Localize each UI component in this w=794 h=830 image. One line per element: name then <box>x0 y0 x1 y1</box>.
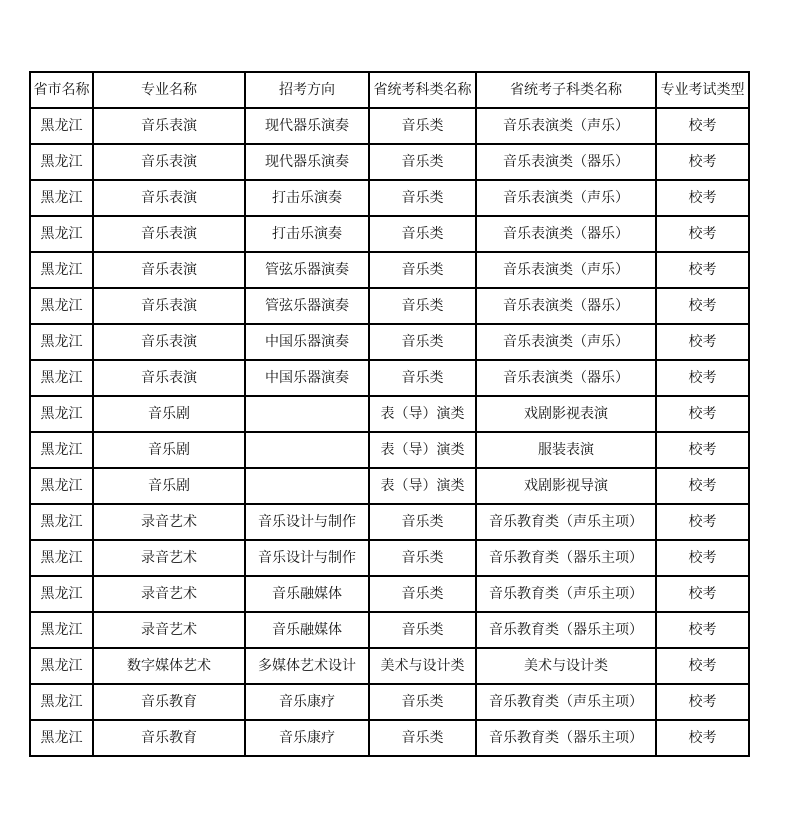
cell-exam-type: 校考 <box>656 504 749 540</box>
cell-exam-subcategory: 音乐表演类（声乐） <box>476 252 656 288</box>
cell-direction: 管弦乐器演奏 <box>245 252 369 288</box>
cell-exam-subcategory: 音乐表演类（声乐） <box>476 180 656 216</box>
cell-exam-type: 校考 <box>656 252 749 288</box>
cell-direction <box>245 396 369 432</box>
cell-exam-type: 校考 <box>656 396 749 432</box>
cell-direction: 中国乐器演奏 <box>245 360 369 396</box>
cell-exam-type: 校考 <box>656 288 749 324</box>
table-row <box>30 432 749 468</box>
table-row <box>30 216 749 252</box>
header-province: 省市名称 <box>30 72 93 108</box>
cell-major: 音乐剧 <box>93 432 245 468</box>
cell-exam-subcategory: 音乐表演类（器乐） <box>476 288 656 324</box>
cell-exam-type: 校考 <box>656 324 749 360</box>
cell-exam-category: 音乐类 <box>369 324 476 360</box>
cell-major: 录音艺术 <box>93 576 245 612</box>
header-exam-category: 省统考科类名称 <box>369 72 476 108</box>
cell-exam-subcategory: 音乐表演类（器乐） <box>476 360 656 396</box>
cell-province: 黑龙江 <box>30 144 93 180</box>
cell-exam-subcategory: 音乐表演类（声乐） <box>476 108 656 144</box>
cell-direction: 管弦乐器演奏 <box>245 288 369 324</box>
cell-exam-type: 校考 <box>656 108 749 144</box>
cell-direction: 打击乐演奏 <box>245 180 369 216</box>
cell-exam-category: 音乐类 <box>369 576 476 612</box>
cell-exam-category: 表（导）演类 <box>369 396 476 432</box>
cell-major: 音乐教育 <box>93 684 245 720</box>
cell-exam-subcategory: 音乐表演类（器乐） <box>476 216 656 252</box>
cell-exam-category: 音乐类 <box>369 288 476 324</box>
cell-exam-subcategory: 音乐教育类（声乐主项） <box>476 576 656 612</box>
table-row <box>30 648 749 684</box>
cell-exam-subcategory: 美术与设计类 <box>476 648 656 684</box>
table-header-row <box>30 72 749 108</box>
cell-exam-category: 音乐类 <box>369 720 476 756</box>
cell-direction: 音乐设计与制作 <box>245 504 369 540</box>
cell-direction: 音乐康疗 <box>245 720 369 756</box>
cell-exam-type: 校考 <box>656 612 749 648</box>
cell-exam-subcategory: 戏剧影视表演 <box>476 396 656 432</box>
cell-direction: 音乐融媒体 <box>245 576 369 612</box>
cell-exam-category: 音乐类 <box>369 360 476 396</box>
cell-province: 黑龙江 <box>30 108 93 144</box>
cell-exam-subcategory: 音乐教育类（器乐主项） <box>476 612 656 648</box>
cell-major: 录音艺术 <box>93 612 245 648</box>
cell-major: 录音艺术 <box>93 540 245 576</box>
cell-major: 音乐表演 <box>93 360 245 396</box>
cell-exam-type: 校考 <box>656 216 749 252</box>
cell-exam-type: 校考 <box>656 720 749 756</box>
table-row <box>30 720 749 756</box>
cell-major: 音乐表演 <box>93 216 245 252</box>
cell-province: 黑龙江 <box>30 324 93 360</box>
cell-exam-type: 校考 <box>656 540 749 576</box>
cell-province: 黑龙江 <box>30 216 93 252</box>
cell-exam-category: 美术与设计类 <box>369 648 476 684</box>
cell-major: 录音艺术 <box>93 504 245 540</box>
table-row <box>30 108 749 144</box>
table-row <box>30 684 749 720</box>
cell-major: 音乐表演 <box>93 288 245 324</box>
cell-direction: 音乐融媒体 <box>245 612 369 648</box>
cell-exam-category: 音乐类 <box>369 684 476 720</box>
cell-exam-type: 校考 <box>656 180 749 216</box>
table-row <box>30 360 749 396</box>
cell-direction <box>245 432 369 468</box>
cell-province: 黑龙江 <box>30 396 93 432</box>
cell-major: 音乐教育 <box>93 720 245 756</box>
cell-province: 黑龙江 <box>30 684 93 720</box>
cell-province: 黑龙江 <box>30 576 93 612</box>
admissions-table <box>29 71 750 757</box>
cell-exam-category: 表（导）演类 <box>369 468 476 504</box>
cell-province: 黑龙江 <box>30 252 93 288</box>
cell-direction: 打击乐演奏 <box>245 216 369 252</box>
cell-direction: 多媒体艺术设计 <box>245 648 369 684</box>
cell-exam-category: 音乐类 <box>369 612 476 648</box>
cell-exam-type: 校考 <box>656 468 749 504</box>
cell-exam-type: 校考 <box>656 432 749 468</box>
table-row <box>30 576 749 612</box>
cell-province: 黑龙江 <box>30 432 93 468</box>
table-row <box>30 288 749 324</box>
table-row <box>30 144 749 180</box>
cell-province: 黑龙江 <box>30 648 93 684</box>
cell-direction: 音乐康疗 <box>245 684 369 720</box>
cell-exam-subcategory: 戏剧影视导演 <box>476 468 656 504</box>
table-body <box>30 108 749 756</box>
cell-major: 音乐表演 <box>93 108 245 144</box>
cell-direction: 现代器乐演奏 <box>245 108 369 144</box>
table-row <box>30 504 749 540</box>
cell-direction <box>245 468 369 504</box>
cell-exam-subcategory: 音乐教育类（器乐主项） <box>476 540 656 576</box>
cell-province: 黑龙江 <box>30 468 93 504</box>
cell-exam-category: 音乐类 <box>369 216 476 252</box>
cell-major: 音乐表演 <box>93 252 245 288</box>
cell-major: 数字媒体艺术 <box>93 648 245 684</box>
cell-exam-subcategory: 音乐教育类（声乐主项） <box>476 684 656 720</box>
cell-exam-type: 校考 <box>656 576 749 612</box>
cell-exam-subcategory: 音乐表演类（器乐） <box>476 144 656 180</box>
cell-exam-subcategory: 服装表演 <box>476 432 656 468</box>
cell-direction: 中国乐器演奏 <box>245 324 369 360</box>
header-exam-type: 专业考试类型 <box>656 72 749 108</box>
table-container <box>29 71 750 757</box>
cell-major: 音乐剧 <box>93 396 245 432</box>
cell-exam-type: 校考 <box>656 144 749 180</box>
cell-exam-category: 音乐类 <box>369 180 476 216</box>
cell-exam-type: 校考 <box>656 648 749 684</box>
cell-direction: 现代器乐演奏 <box>245 144 369 180</box>
cell-province: 黑龙江 <box>30 612 93 648</box>
cell-exam-category: 音乐类 <box>369 144 476 180</box>
cell-major: 音乐表演 <box>93 180 245 216</box>
table-row <box>30 612 749 648</box>
cell-exam-type: 校考 <box>656 684 749 720</box>
cell-major: 音乐剧 <box>93 468 245 504</box>
table-row <box>30 468 749 504</box>
table-row <box>30 180 749 216</box>
cell-exam-category: 表（导）演类 <box>369 432 476 468</box>
cell-major: 音乐表演 <box>93 144 245 180</box>
cell-exam-subcategory: 音乐表演类（声乐） <box>476 324 656 360</box>
cell-province: 黑龙江 <box>30 288 93 324</box>
header-exam-subcategory: 省统考子科类名称 <box>476 72 656 108</box>
table-row <box>30 324 749 360</box>
cell-province: 黑龙江 <box>30 180 93 216</box>
cell-exam-category: 音乐类 <box>369 504 476 540</box>
header-major: 专业名称 <box>93 72 245 108</box>
cell-province: 黑龙江 <box>30 360 93 396</box>
header-direction: 招考方向 <box>245 72 369 108</box>
cell-exam-category: 音乐类 <box>369 252 476 288</box>
table-row <box>30 252 749 288</box>
cell-direction: 音乐设计与制作 <box>245 540 369 576</box>
cell-major: 音乐表演 <box>93 324 245 360</box>
cell-province: 黑龙江 <box>30 504 93 540</box>
cell-exam-subcategory: 音乐教育类（器乐主项） <box>476 720 656 756</box>
table-row <box>30 396 749 432</box>
cell-province: 黑龙江 <box>30 720 93 756</box>
table-row <box>30 540 749 576</box>
cell-province: 黑龙江 <box>30 540 93 576</box>
cell-exam-category: 音乐类 <box>369 108 476 144</box>
cell-exam-category: 音乐类 <box>369 540 476 576</box>
cell-exam-type: 校考 <box>656 360 749 396</box>
cell-exam-subcategory: 音乐教育类（声乐主项） <box>476 504 656 540</box>
